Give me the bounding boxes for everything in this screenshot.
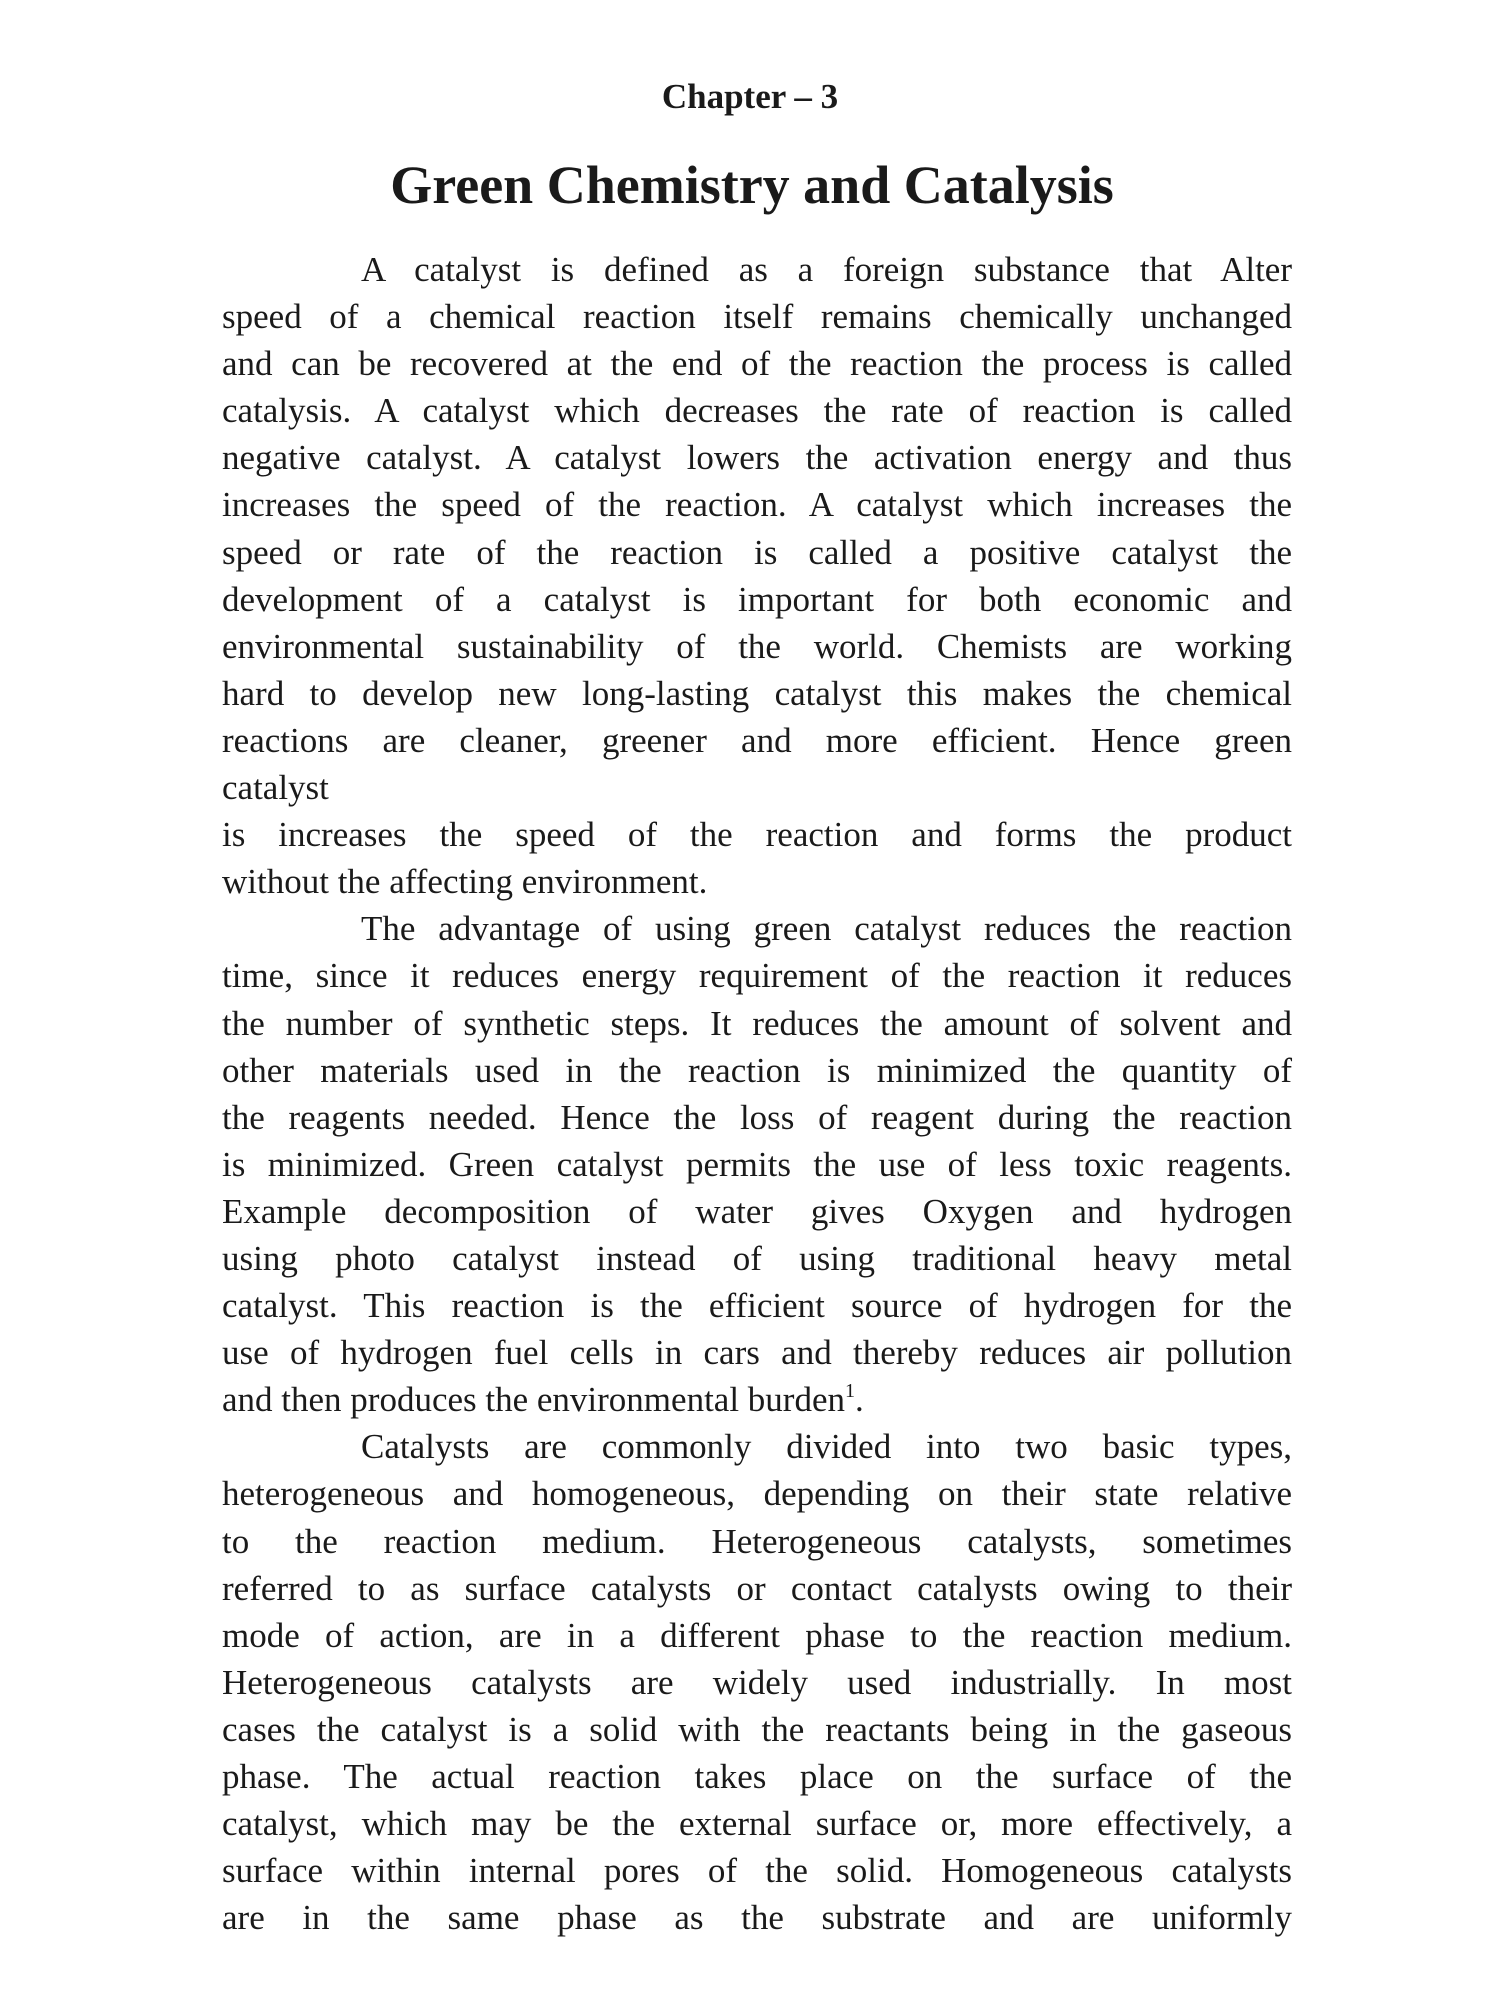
line-text: A catalyst is defined as a foreign substance that Alter <box>361 250 1292 289</box>
line-text: use of hydrogen fuel cells in cars and thereby reduces air pollution <box>222 1333 1292 1373</box>
text-line <box>222 623 1292 670</box>
text-line <box>222 576 1292 623</box>
line-text: referred to as surface catalysts or contact catalysts owing to their <box>222 1568 1292 1608</box>
text-line <box>222 340 1292 387</box>
text-line <box>222 1000 1292 1047</box>
line-text: heterogeneous and homogeneous, depending on their state relative <box>222 1474 1292 1514</box>
text-line <box>222 952 1292 999</box>
line-text: surface within internal pores of the solid. Homogeneous catalysts <box>222 1851 1292 1891</box>
line-text: environmental sustainability of the world. Chemists are working <box>222 626 1292 666</box>
text-line <box>222 1518 1292 1565</box>
line-text: increases the speed of the reaction. A catalyst which increases the <box>222 485 1292 525</box>
paragraph <box>222 246 1292 905</box>
line-text: speed or rate of the reaction is called a positive catalyst the <box>222 532 1292 572</box>
text-line <box>222 1565 1292 1612</box>
text-line <box>222 1706 1292 1753</box>
line-text: other materials used in the reaction is minimized the quantity of <box>222 1050 1292 1090</box>
text-line <box>222 1047 1292 1094</box>
line-text: phase. The actual reaction takes place on the surface of the <box>222 1757 1292 1796</box>
line-text: catalyst <box>222 768 329 808</box>
line-text: is minimized. Green catalyst permits the use of less toxic reagents. <box>222 1144 1292 1184</box>
text-line <box>222 1847 1292 1894</box>
text-line <box>222 1423 1292 1470</box>
line-text: catalyst, which may be the external surface or, more effectively, a <box>222 1804 1292 1844</box>
line-text: time, since it reduces energy requirement of the reaction it reduces <box>222 956 1292 996</box>
text-line <box>222 1376 1292 1423</box>
text-line <box>222 1094 1292 1141</box>
line-text: hard to develop new long-lasting catalyst this makes the chemical <box>222 673 1292 713</box>
line-text: the reagents needed. Hence the loss of reagent during the reaction <box>222 1097 1292 1137</box>
text-line <box>222 529 1292 576</box>
line-text: mode of action, are in a different phase to the reaction medium. <box>222 1615 1292 1655</box>
line-text: are in the same phase as the substrate and are uniformly <box>222 1898 1292 1938</box>
line-text: Catalysts are commonly divided into two basic types, <box>361 1427 1292 1467</box>
text-line <box>222 1894 1292 1941</box>
text-line <box>222 1612 1292 1659</box>
line-text: Example decomposition of water gives Oxygen and hydrogen <box>222 1191 1292 1231</box>
paragraph <box>222 905 1292 1423</box>
paragraph <box>222 1423 1292 1941</box>
chapter-label: Chapter – 3 <box>661 77 839 116</box>
text-line <box>222 858 1292 905</box>
line-text: is increases the speed of the reaction and forms the product <box>222 815 1292 855</box>
line-text: development of a catalyst is important for both economic and <box>222 579 1292 619</box>
line-text: and then produces the environmental burden <box>222 1380 845 1420</box>
line-text: speed of a chemical reaction itself remains chemically unchanged <box>222 297 1292 337</box>
text-line <box>222 1141 1292 1188</box>
footnote-reference: 1 <box>845 1380 855 1403</box>
text-line <box>222 481 1292 528</box>
text-line <box>222 434 1292 481</box>
line-text: negative catalyst. A catalyst lowers the activation energy and thus <box>222 438 1292 478</box>
body-text <box>222 246 1292 1941</box>
line-text: reactions are cleaner, greener and more efficient. Hence green <box>222 720 1292 760</box>
text-line <box>222 246 1292 293</box>
text-line <box>222 293 1292 340</box>
text-line <box>222 1470 1292 1517</box>
text-line <box>222 1188 1292 1235</box>
text-line <box>222 1282 1292 1329</box>
line-text: catalysis. A catalyst which decreases the rate of reaction is called <box>222 391 1292 431</box>
text-line <box>222 717 1292 764</box>
line-text: the number of synthetic steps. It reduces the amount of solvent and <box>222 1003 1292 1043</box>
text-line <box>222 811 1292 858</box>
line-text: and can be recovered at the end of the reaction the process is called <box>222 344 1292 384</box>
text-line <box>222 670 1292 717</box>
text-line <box>222 1659 1292 1706</box>
text-line <box>222 1329 1292 1376</box>
line-text: catalyst. This reaction is the efficient source of hydrogen for the <box>222 1286 1292 1326</box>
line-text: using photo catalyst instead of using traditional heavy metal <box>222 1238 1292 1278</box>
line-text: without the affecting environment. <box>222 862 708 902</box>
text-line <box>222 1800 1292 1847</box>
line-punctuation: . <box>855 1380 864 1420</box>
chapter-title: Green Chemistry and Catalysis <box>390 155 1114 215</box>
text-line <box>222 1235 1292 1282</box>
text-line <box>222 387 1292 434</box>
line-text: cases the catalyst is a solid with the reactants being in the gaseous <box>222 1709 1292 1749</box>
text-line <box>222 905 1292 952</box>
line-text: The advantage of using green catalyst reduces the reaction <box>361 909 1292 949</box>
text-line <box>222 764 1292 811</box>
line-text: Heterogeneous catalysts are widely used industrially. In most <box>222 1662 1292 1702</box>
line-text: to the reaction medium. Heterogeneous catalysts, sometimes <box>222 1521 1292 1561</box>
text-line <box>222 1753 1292 1800</box>
